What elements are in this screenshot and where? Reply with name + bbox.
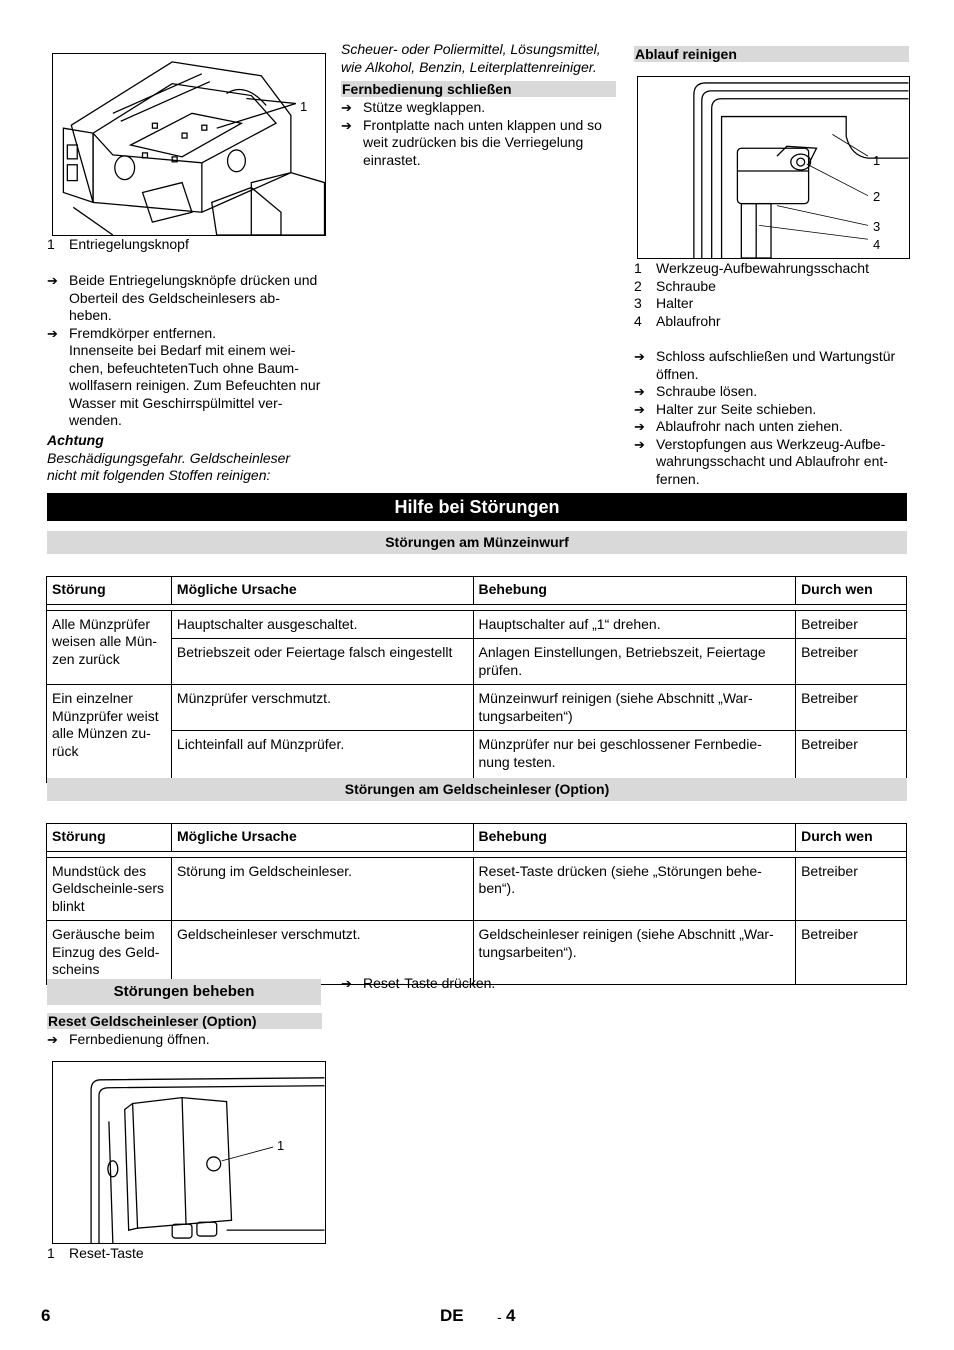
arrow-right-icon: ➔ [634,349,645,364]
step-text: Fernbedienung öffnen. [69,1031,210,1047]
legend-number: 3 [634,295,642,311]
subheading-reset-bill-reader: Reset Geldscheinleser (Option) [47,1013,322,1029]
column-header: Mögliche Ursache [171,824,473,852]
cause-cell: Störung im Geldscheinleser. [171,857,473,921]
legend-label: Ablaufrohr [656,312,721,329]
legend-label: Entriegelungsknopf [69,236,189,252]
table-row [47,857,907,921]
step-text: Frontplatte nach unten klappen und so weit zudrücken bis die Verriegelung einrastet. [363,116,602,168]
drain-illustration [638,77,909,258]
arrow-right-icon: ➔ [47,273,58,288]
legend-number: 1 [47,1245,55,1261]
step-item [47,1031,322,1049]
legend-number: 1 [634,260,642,276]
legend-row [634,278,914,296]
figure-drain [637,76,910,259]
step-item [634,436,912,489]
figure-release-button [52,53,326,236]
step-text: Fremdkörper entfernen. [69,324,217,341]
table-row [47,610,907,639]
bill-reader-illustration [53,54,325,235]
legend-row [634,295,914,313]
legend-row [47,1245,327,1263]
fix-cell: Anlagen Einstellungen, Betriebszeit, Feiertage prüfen. [473,639,796,685]
step-text: Reset-Taste drücken. [363,975,496,991]
arrow-right-icon: ➔ [47,1032,58,1047]
column-header: Störung [47,824,172,852]
fix-cell: Reset-Taste drücken (siehe „Störungen behe-ben“). [473,857,796,921]
arrow-right-icon: ➔ [47,325,58,341]
figure-reset-button [52,1061,326,1244]
column-header: Durch wen [796,824,907,852]
fault-cell: Ein einzelner Münzprüfer weist alle Münzen zu-rück [47,685,172,783]
step-item [47,272,322,325]
figure-callout: 4 [873,237,881,252]
table-row [47,639,907,685]
who-cell: Betreiber [796,921,907,985]
page-number-left: 6 [41,1306,51,1325]
who-cell: Betreiber [796,685,907,731]
legend-row [634,313,914,331]
fault-cell: Geräusche beim Einzug des Geld-scheins [47,921,172,985]
column-header: Durch wen [796,577,907,605]
fix-cell: Münzprüfer nur bei geschlossener Fernbedie-nung testen. [473,731,796,783]
step-text: Innenseite bei Bedarf mit einem wei-chen, befeuchtetenTuch ohne Baum-wollfasern reinigen. Zum Befeuchten nur Wasser mit Geschirrspülmittel ver-wenden. [69,342,321,428]
column-header: Behebung [473,824,796,852]
cause-cell: Hauptschalter ausgeschaltet. [171,610,473,639]
step-text: Beide Entriegelungsknöpfe drücken und Oberteil des Geldscheinlesers ab-heben. [69,272,318,323]
figure-callout: 1 [277,1138,285,1153]
step-item [341,117,616,170]
who-cell: Betreiber [796,857,907,921]
step-list [341,975,616,993]
step-item [634,383,912,401]
step-item [341,99,616,117]
step-list [47,1031,322,1049]
step-text: Verstopfungen aus Werkzeug-Aufbe-wahrungsschacht und Ablaufrohr ent-fernen. [656,435,888,487]
step-list [634,348,912,488]
footer-separator: - [497,1309,502,1325]
arrow-right-icon: ➔ [634,436,645,452]
table-title-coin-slot: Störungen am Münzeinwurf [47,531,907,554]
fault-cell: Mundstück des Geldscheinle-sers blinkt [47,857,172,921]
step-continuation [47,342,322,430]
cause-cell: Lichteinfall auf Münzprüfer. [171,731,473,783]
fix-cell: Hauptschalter auf „1“ drehen. [473,610,796,639]
step-item [634,418,912,436]
figure-callout: 1 [873,153,881,168]
arrow-right-icon: ➔ [341,976,352,991]
legend-number: 1 [47,236,55,252]
arrow-right-icon: ➔ [341,100,352,115]
figure-callout: 1 [300,99,308,114]
step-list [47,272,322,430]
legend-row [47,236,327,254]
who-cell: Betreiber [796,610,907,639]
legend-row [634,260,914,278]
fault-table-bill-reader [46,823,907,985]
step-text: Schraube lösen. [656,383,758,399]
step-item [341,975,616,993]
caution-block [47,432,322,485]
fix-cell: Münzeinwurf reinigen (siehe Abschnitt „War-tungsarbeiten“) [473,685,796,731]
step-text: Schloss aufschließen und Wartungstür öffnen. [656,348,896,382]
column-header: Mögliche Ursache [171,577,473,605]
section-title: Hilfe bei Störungen [47,493,907,521]
who-cell: Betreiber [796,639,907,685]
figure-callout: 3 [873,219,881,234]
who-cell: Betreiber [796,731,907,783]
arrow-right-icon: ➔ [634,384,645,399]
section-heading-troubleshoot: Störungen beheben [47,979,321,1005]
figure-legend [634,260,914,330]
cause-cell: Betriebszeit oder Feiertage falsch eingestellt [171,639,473,685]
fault-cell: Alle Münzprüfer weisen alle Mün-zen zurück [47,610,172,685]
step-item [47,325,322,343]
arrow-right-icon: ➔ [634,419,645,434]
step-text: Ablaufrohr nach unten ziehen. [656,418,843,434]
caution-title: Achtung [47,432,104,448]
arrow-right-icon: ➔ [634,401,645,417]
figure-legend [47,1245,327,1263]
table-title-bill-reader: Störungen am Geldscheinleser (Option) [47,778,907,801]
table-header-row [47,577,907,605]
table-row [47,731,907,783]
legend-number: 2 [634,277,642,294]
fault-table-coin-slot [46,576,907,783]
step-item [634,401,912,419]
column-header: Behebung [473,577,796,605]
legend-label: Werkzeug-Aufbewahrungsschacht [656,260,869,276]
legend-number: 4 [634,312,642,329]
step-list [341,99,616,169]
table-header-row [47,824,907,852]
column-header: Störung [47,577,172,605]
step-text: Stütze wegklappen. [363,99,486,115]
step-text: Halter zur Seite schieben. [656,400,817,417]
section-heading-close-remote: Fernbedienung schließen [341,81,616,97]
legend-label: Reset-Taste [69,1245,144,1261]
table-row [47,685,907,731]
cause-cell: Münzprüfer verschmutzt. [171,685,473,731]
figure-legend [47,236,327,254]
legend-label: Schraube [656,277,716,294]
language-code: DE [440,1306,464,1325]
page-number-right: 4 [506,1306,516,1325]
caution-continuation: Scheuer- oder Poliermittel, Lösungsmittel, wie Alkohol, Benzin, Leiterplattenreiniger. [341,41,601,75]
legend-label: Halter [656,295,694,311]
arrow-right-icon: ➔ [341,117,352,133]
figure-callout: 2 [873,189,881,204]
step-item [634,348,912,383]
section-heading-clean-drain: Ablauf reinigen [634,46,909,62]
cause-cell: Geldscheinleser verschmutzt. [171,921,473,985]
fix-cell: Geldscheinleser reinigen (siehe Abschnitt „War-tungsarbeiten“). [473,921,796,985]
caution-text: Beschädigungsgefahr. Geldscheinleser nicht mit folgenden Stoffen reinigen: [47,449,291,483]
